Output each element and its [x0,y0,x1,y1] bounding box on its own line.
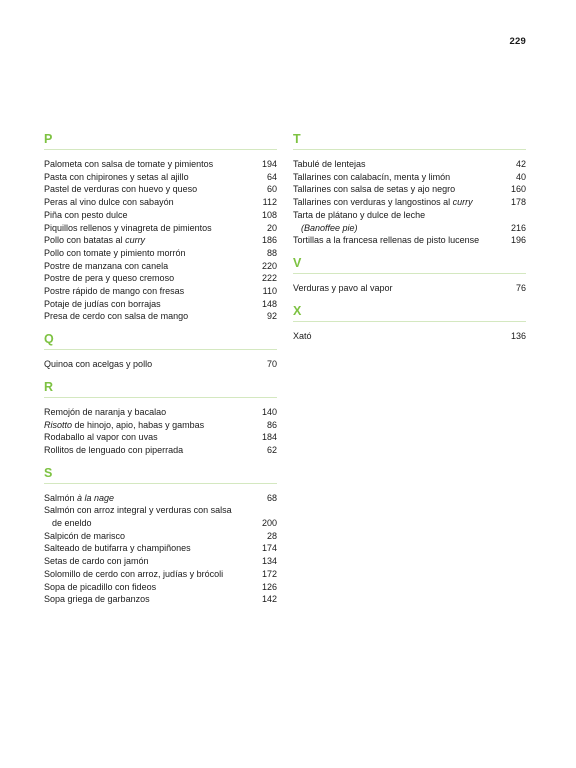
section-letter: P [44,133,277,150]
entry-title [44,222,212,235]
entry-page-number: 70 [266,359,277,370]
entry-page-number: 28 [266,530,277,541]
entry-title [44,183,197,196]
entry-page-number: 140 [261,406,277,417]
entry-title-line [44,581,156,594]
section-letter: T [293,133,526,150]
index-entry [44,310,277,323]
entry-page-number: 20 [266,222,277,233]
entry-title-fragment: Peras al vino dulce con sabayón [44,197,174,208]
section-letter: R [44,381,277,398]
entry-title-line [293,171,450,184]
index-section-s [44,467,277,606]
entry-list [293,282,526,295]
entry-title [44,530,125,543]
entry-title [293,158,366,171]
entry-title [44,209,128,222]
entry-title-line [44,298,161,311]
entry-title [293,171,450,184]
entry-page-number: 64 [266,171,277,182]
index-section-q [44,333,277,371]
section-letter: V [293,257,526,274]
entry-title-fragment: Salteado de butifarra y champiñones [44,543,191,554]
index-entry [44,209,277,222]
entry-page-number: 40 [515,171,526,182]
entry-title-fragment: de hinojo, apio, habas y gambas [72,419,205,430]
entry-page-number: 108 [261,209,277,220]
entry-title [44,504,232,529]
entry-title-line [44,555,149,568]
entry-title-continuation [44,517,232,530]
entry-page-number: 160 [510,184,526,195]
entry-title [44,158,213,171]
entry-page-number: 184 [261,432,277,443]
entry-title-line [293,196,473,209]
entry-page-number: 62 [266,444,277,455]
entry-title-line [44,196,174,209]
entry-title-line [44,222,212,235]
entry-title [44,247,186,260]
entry-title [293,282,393,295]
entry-page-number: 142 [261,594,277,605]
entry-page-number: 194 [261,159,277,169]
index-section-t [293,133,526,247]
section-letter: Q [44,333,277,350]
entry-title [44,555,149,568]
entry-title [293,196,473,209]
entry-title [44,298,161,311]
entry-title-fragment: Potaje de judías con borrajas [44,298,161,309]
entry-title-fragment: Presa de cerdo con salsa de mango [44,311,189,322]
index-entry [44,419,277,432]
index-entry [44,431,277,444]
entry-title-fragment: Tortillas a la francesa rellenas de pisto lucense [293,235,480,246]
entry-title-line [293,330,312,343]
entry-page-number: 88 [266,247,277,258]
entry-page-number: 136 [510,330,526,341]
entry-list [44,358,277,371]
entry-title-fragment: Salpicón de marisco [44,530,126,541]
entry-title-fragment: Postre de manzana con canela [44,260,169,271]
entry-title-fragment: Postre rápido de mango con fresas [44,286,185,297]
index-entry [44,358,277,371]
entry-title-line [44,247,186,260]
index-entry [44,406,277,419]
entry-title-line [44,310,188,323]
entry-page-number: 186 [261,235,277,246]
index-entry [44,234,277,247]
entry-page-number: 174 [261,543,277,554]
index-entry [44,196,277,209]
entry-title [44,431,158,444]
entry-title-line [293,158,366,171]
index-entry [293,158,526,171]
entry-title-line [293,282,393,295]
entry-page-number: 196 [510,235,526,246]
entry-list [44,492,277,606]
index-entry [44,183,277,196]
entry-title [44,196,174,209]
index-entry [44,158,277,171]
entry-title-fragment: Tabulé de lentejas [293,159,366,169]
entry-title [44,492,114,505]
entry-title-line [44,568,223,581]
index-entry [293,196,526,209]
entry-title-line [293,183,455,196]
entry-page-number: 60 [266,184,277,195]
entry-page-number: 68 [266,492,277,503]
index-section-x [293,305,526,343]
entry-title [44,568,223,581]
index-entry [44,298,277,311]
entry-page-number: 220 [261,260,277,271]
entry-title-line [44,406,166,419]
entry-title-fragment: Risotto [44,419,73,430]
entry-title-fragment: Palometa con salsa de tomate y pimientos [44,159,214,169]
entry-title-fragment: Pasta con chipirones y setas al ajillo [44,171,189,182]
entry-title-line [44,419,204,432]
entry-page-number: 86 [266,419,277,430]
entry-title-line [44,272,174,285]
entry-title-fragment: Salmón [44,492,78,503]
section-letter: S [44,467,277,484]
entry-title-line [44,260,168,273]
index-entry [293,183,526,196]
entry-list [293,158,526,247]
index-entry [44,555,277,568]
entry-page-number: 222 [261,273,277,284]
entry-title [293,183,455,196]
index-entry [293,171,526,184]
index-entry [293,330,526,343]
entry-title [44,285,184,298]
entry-list [44,158,277,323]
entry-title [44,444,183,457]
entry-title-fragment: Sopa de picadillo con fideos [44,581,157,592]
entry-title [44,171,189,184]
entry-title-fragment: Quinoa con acelgas y pollo [44,359,153,370]
entry-title-fragment: curry [125,235,146,246]
entry-title-fragment: curry [452,197,473,208]
entry-page-number: 92 [266,311,277,322]
index-entry [44,568,277,581]
entry-title-fragment: Xató [293,330,312,341]
entry-page-number: 112 [262,197,277,208]
index-section-r [44,381,277,457]
entry-page-number: 42 [515,159,526,169]
index-entry [293,282,526,295]
entry-title-line [293,209,425,222]
entry-page-number: 110 [262,286,277,297]
entry-title-fragment: Pollo con batatas al [44,235,126,246]
entry-title-fragment: Tarta de plátano y dulce de leche [293,209,426,220]
entry-title [44,542,191,555]
entry-title [44,260,168,273]
entry-title [293,209,425,234]
entry-title-fragment: Pollo con tomate y pimiento morrón [44,247,186,258]
entry-title-line [44,504,232,517]
index-entry [44,171,277,184]
entry-title-fragment: Piña con pesto dulce [44,209,128,220]
entry-title-line [44,358,152,371]
entry-title-fragment: (Banoffee pie) [301,222,358,233]
entry-title-fragment: à la nage [77,492,115,503]
entry-page-number: 200 [261,518,277,529]
entry-page-number: 172 [261,568,277,579]
entry-title-fragment: de eneldo [52,518,92,529]
index-entry [44,222,277,235]
entry-title [44,419,204,432]
entry-title-line [44,171,189,184]
entry-title-line [44,209,128,222]
index-entry [44,492,277,505]
entry-page-number: 148 [261,298,277,309]
entry-title-continuation [293,222,425,235]
entry-list [44,406,277,457]
index-entry [44,581,277,594]
entry-title-fragment: Solomillo de cerdo con arroz, judías y brócoli [44,568,224,579]
entry-title-fragment: Tallarines con verduras y langostinos al [293,197,453,208]
entry-title-fragment: Piquillos rellenos y vinagreta de pimientos [44,222,212,233]
entry-title-line [44,158,213,171]
index-entry [44,444,277,457]
index-section-p [44,133,277,323]
entry-title-fragment: Rodaballo al vapor con uvas [44,432,158,443]
index-entry [44,593,277,606]
entry-title-fragment: Verduras y pavo al vapor [293,282,393,293]
entry-title-fragment: Remojón de naranja y bacalao [44,406,167,417]
entry-title [293,330,312,343]
entry-title-line [44,431,158,444]
entry-list [293,330,526,343]
entry-title-fragment: Tallarines con calabacín, menta y limón [293,171,451,182]
index-entry [44,542,277,555]
entry-title [44,272,174,285]
entry-title-line [44,593,150,606]
entry-page-number: 126 [261,581,277,592]
entry-title-line [44,183,197,196]
index-entry [44,530,277,543]
entry-page-number: 178 [510,197,526,208]
entry-title [44,581,156,594]
index-entry [44,504,277,529]
index-section-v [293,257,526,295]
entry-title [293,234,479,247]
index-column-left [44,133,277,616]
index-entry [44,272,277,285]
entry-title-fragment: Rollitos de lenguado con piperrada [44,444,184,455]
entry-title-fragment: Pastel de verduras con huevo y queso [44,184,198,195]
entry-title-fragment: Setas de cardo con jamón [44,556,149,567]
entry-title-line [44,285,184,298]
entry-page-number: 134 [261,556,277,567]
entry-title-line [44,542,191,555]
entry-title-line [44,492,114,505]
entry-title [44,406,166,419]
entry-title-line [44,530,125,543]
entry-title [44,593,150,606]
entry-title [44,234,145,247]
entry-title-line [44,234,145,247]
section-letter: X [293,305,526,322]
entry-page-number: 76 [515,282,526,293]
index-entry [44,260,277,273]
entry-title-fragment: Sopa griega de garbanzos [44,594,150,605]
entry-title-fragment: Salmón con arroz integral y verduras con salsa [44,505,232,516]
index-entry [44,247,277,260]
index-column-right [293,133,526,352]
entry-title-fragment: Tallarines con salsa de setas y ajo negro [293,184,456,195]
entry-title-fragment: Postre de pera y queso cremoso [44,273,175,284]
entry-title [44,310,188,323]
index-entry [293,234,526,247]
entry-title-line [293,234,479,247]
page-number: 229 [509,36,526,47]
entry-page-number: 216 [510,222,526,233]
entry-title-line [44,444,183,457]
index-entry [44,285,277,298]
entry-title [44,358,152,371]
index-entry [293,209,526,234]
